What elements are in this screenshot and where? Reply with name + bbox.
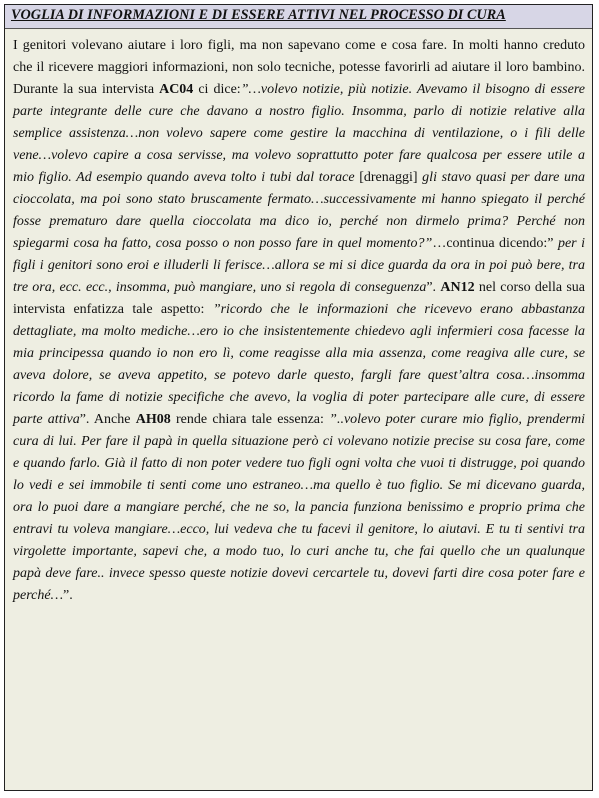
text-run: ”. [63, 588, 73, 603]
text-run: nel corso della sua intervista enfatizza tale aspetto: [13, 280, 585, 317]
interview-code: AH08 [135, 412, 171, 427]
quote: ”..volevo poter curare mio figlio, prendermi cura di lui. Per fare il papà in quella situazione però ci volevano notizie precise su cosa fare, come e quando farlo. Già il fatto di non poter vedere tuo figli ogni volta che vuoi ti distrugge, poi quando lo vedi e sei immobile ti senti come uno estraneo…ma quello è tuo figlio. Se mi dicevano guarda, ora lo puoi dare a mangiare perché, che ne so, la pancia funziona benissimo e proprio prima che entravi tu voleva mangiare…ecco, lui vedeva che tu facevi il genitore, lo aiutavi. E tu ti sentivi tra virgolette importante, sapevi che, a modo tuo, lo curi anche tu, che fai quello che un qualunque papà deve fare.. invece spesso queste notizie dovevi cercartele tu, dovevi farti dire cosa poter fare e perché… [13, 412, 585, 603]
text-run: rende chiara tale essenza: [170, 412, 330, 427]
text-run: ”. Anche [79, 412, 136, 427]
quote: ”…volevo notizie, più notizie. Avevamo il bisogno di essere parte integrante delle cure che davano a nostro figlio. Insomma, parlo di notizie relative alla semplice assistenza…non volevo sapere come gestire la macchina di ventilazione, o i fili delle vene…volevo capire a cosa servisse, ma volevo soprattutto poter fare qualcosa per essere utile a mio figlio. Ad esempio quando aveva tolto i tubi dal torace [13, 82, 585, 185]
interview-code: AN12 [440, 280, 475, 295]
text-run: I genitori volevano aiutare i loro figli, ma non sapevano come e cosa fare. In molti hanno creduto che il ricevere maggiori informazioni, non solo tecniche, potesse favorirli ad aiutare il loro bambino. Durante la sua intervista [13, 38, 585, 97]
text-run: …continua dicendo:” [432, 236, 558, 251]
section-title: VOGLIA DI INFORMAZIONI E DI ESSERE ATTIVI NEL PROCESSO DI CURA [5, 5, 592, 29]
interview-code: AC04 [159, 82, 194, 97]
text-run: [drenaggi] [359, 170, 418, 185]
body-paragraph [5, 29, 592, 607]
text-run: ci dice: [193, 82, 241, 97]
quote: per i figli i genitori sono eroi e illuderli li ferisce…allora se mi si dice guarda da ora in poi può bere, tra tre ora, ecc. ecc., insomma, può mangiare, uno si regola di conseguenza [13, 236, 585, 295]
quote: gli stavo quasi per dare una cioccolata, ma poi sono stato bruscamente fermato…successivamente mi hanno spiegato il perché fosse prematuro dare quella cioccolata ma dico io, perché non dirmelo prima? Perché non spiegarmi cosa ha fatto, cosa posso o non posso fare in quel momento?” [13, 170, 585, 251]
quote: ”ricordo che le informazioni che ricevevo erano abbastanza dettagliate, ma molto mediche…ero io che insistentemente chiedevo agli infermieri cosa facesse la mia principessa quando io non ero lì, come reagisse alla mia assenza, come reagiva alle cure, se aveva dolore, se aveva appetito, se potevo darle questo, fargli fare quest’altra cosa…insomma ricordo la fame di notizie specifiche che avevo, la voglia di poter partecipare alle cure, di essere parte attiva [13, 302, 585, 427]
text-run: ”. [426, 280, 441, 295]
text-box [4, 4, 593, 791]
